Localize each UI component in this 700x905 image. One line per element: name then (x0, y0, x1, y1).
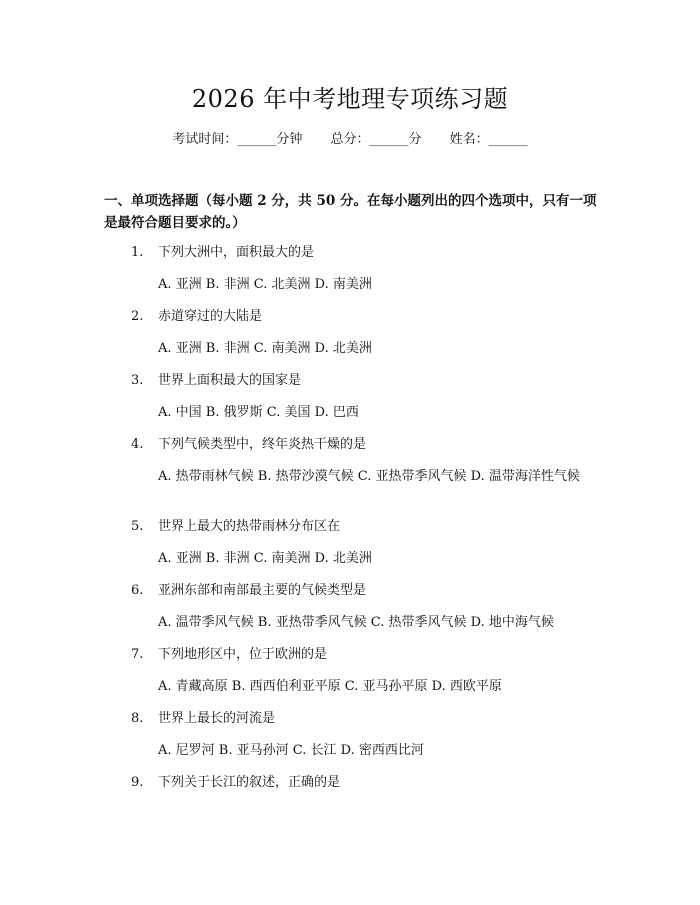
question-text: 世界上最长的河流是 (158, 711, 276, 726)
question-1 (131, 244, 314, 262)
question-7 (131, 646, 327, 664)
question-2-options: A. 亚洲 B. 非洲 C. 南美洲 D. 北美洲 (158, 341, 372, 356)
total-score: 总分：______分 (330, 132, 422, 147)
question-text: 下列大洲中，面积最大的是 (158, 245, 315, 260)
question-2 (131, 308, 262, 326)
question-4 (131, 436, 366, 454)
page-title: 2026 年中考地理专项练习题 (191, 85, 509, 113)
question-5 (131, 518, 340, 536)
question-7-options: A. 青藏高原 B. 西西伯利亚平原 C. 亚马孙平原 D. 西欧平原 (158, 679, 502, 694)
student-name: 姓名：______ (449, 132, 528, 147)
question-number: 8. (131, 711, 144, 726)
question-6-options: A. 温带季风气候 B. 亚热带季风气候 C. 热带季风气候 D. 地中海气候 (158, 615, 554, 630)
exam-info (0, 131, 700, 149)
question-3-options: A. 中国 B. 俄罗斯 C. 美国 D. 巴西 (158, 405, 359, 420)
question-number: 2. (131, 309, 144, 324)
question-number: 1. (131, 245, 144, 260)
question-9 (131, 774, 340, 792)
question-3 (131, 372, 301, 390)
question-text: 下列气候类型中，终年炎热干燥的是 (158, 437, 367, 452)
section-heading: 一、单项选择题（每小题 2 分，共 50 分。在每小题列出的四个选项中，只有一项是最符合题目要求的。） (104, 193, 597, 231)
question-text: 赤道穿过的大陆是 (158, 309, 263, 324)
question-number: 9. (131, 775, 144, 790)
question-8 (131, 710, 275, 728)
question-text: 亚洲东部和南部最主要的气候类型是 (158, 583, 367, 598)
question-number: 5. (131, 519, 144, 534)
question-1-options: A. 亚洲 B. 非洲 C. 北美洲 D. 南美洲 (158, 277, 372, 292)
question-text: 下列关于长江的叙述，正确的是 (158, 775, 341, 790)
exam-time: 考试时间：______分钟 (172, 132, 303, 147)
question-text: 世界上最大的热带雨林分布区在 (158, 519, 341, 534)
question-number: 4. (131, 437, 144, 452)
question-number: 3. (131, 373, 144, 388)
question-number: 7. (131, 647, 144, 662)
question-text: 世界上面积最大的国家是 (158, 373, 302, 388)
question-number: 6. (131, 583, 144, 598)
question-text: 下列地形区中，位于欧洲的是 (158, 647, 328, 662)
question-8-options: A. 尼罗河 B. 亚马孙河 C. 长江 D. 密西西比河 (158, 743, 424, 758)
question-5-options: A. 亚洲 B. 非洲 C. 南美洲 D. 北美洲 (158, 551, 372, 566)
question-4-options: A. 热带雨林气候 B. 热带沙漠气候 C. 亚热带季风气候 D. 温带海洋性气候 (158, 469, 580, 484)
question-6 (131, 582, 366, 600)
